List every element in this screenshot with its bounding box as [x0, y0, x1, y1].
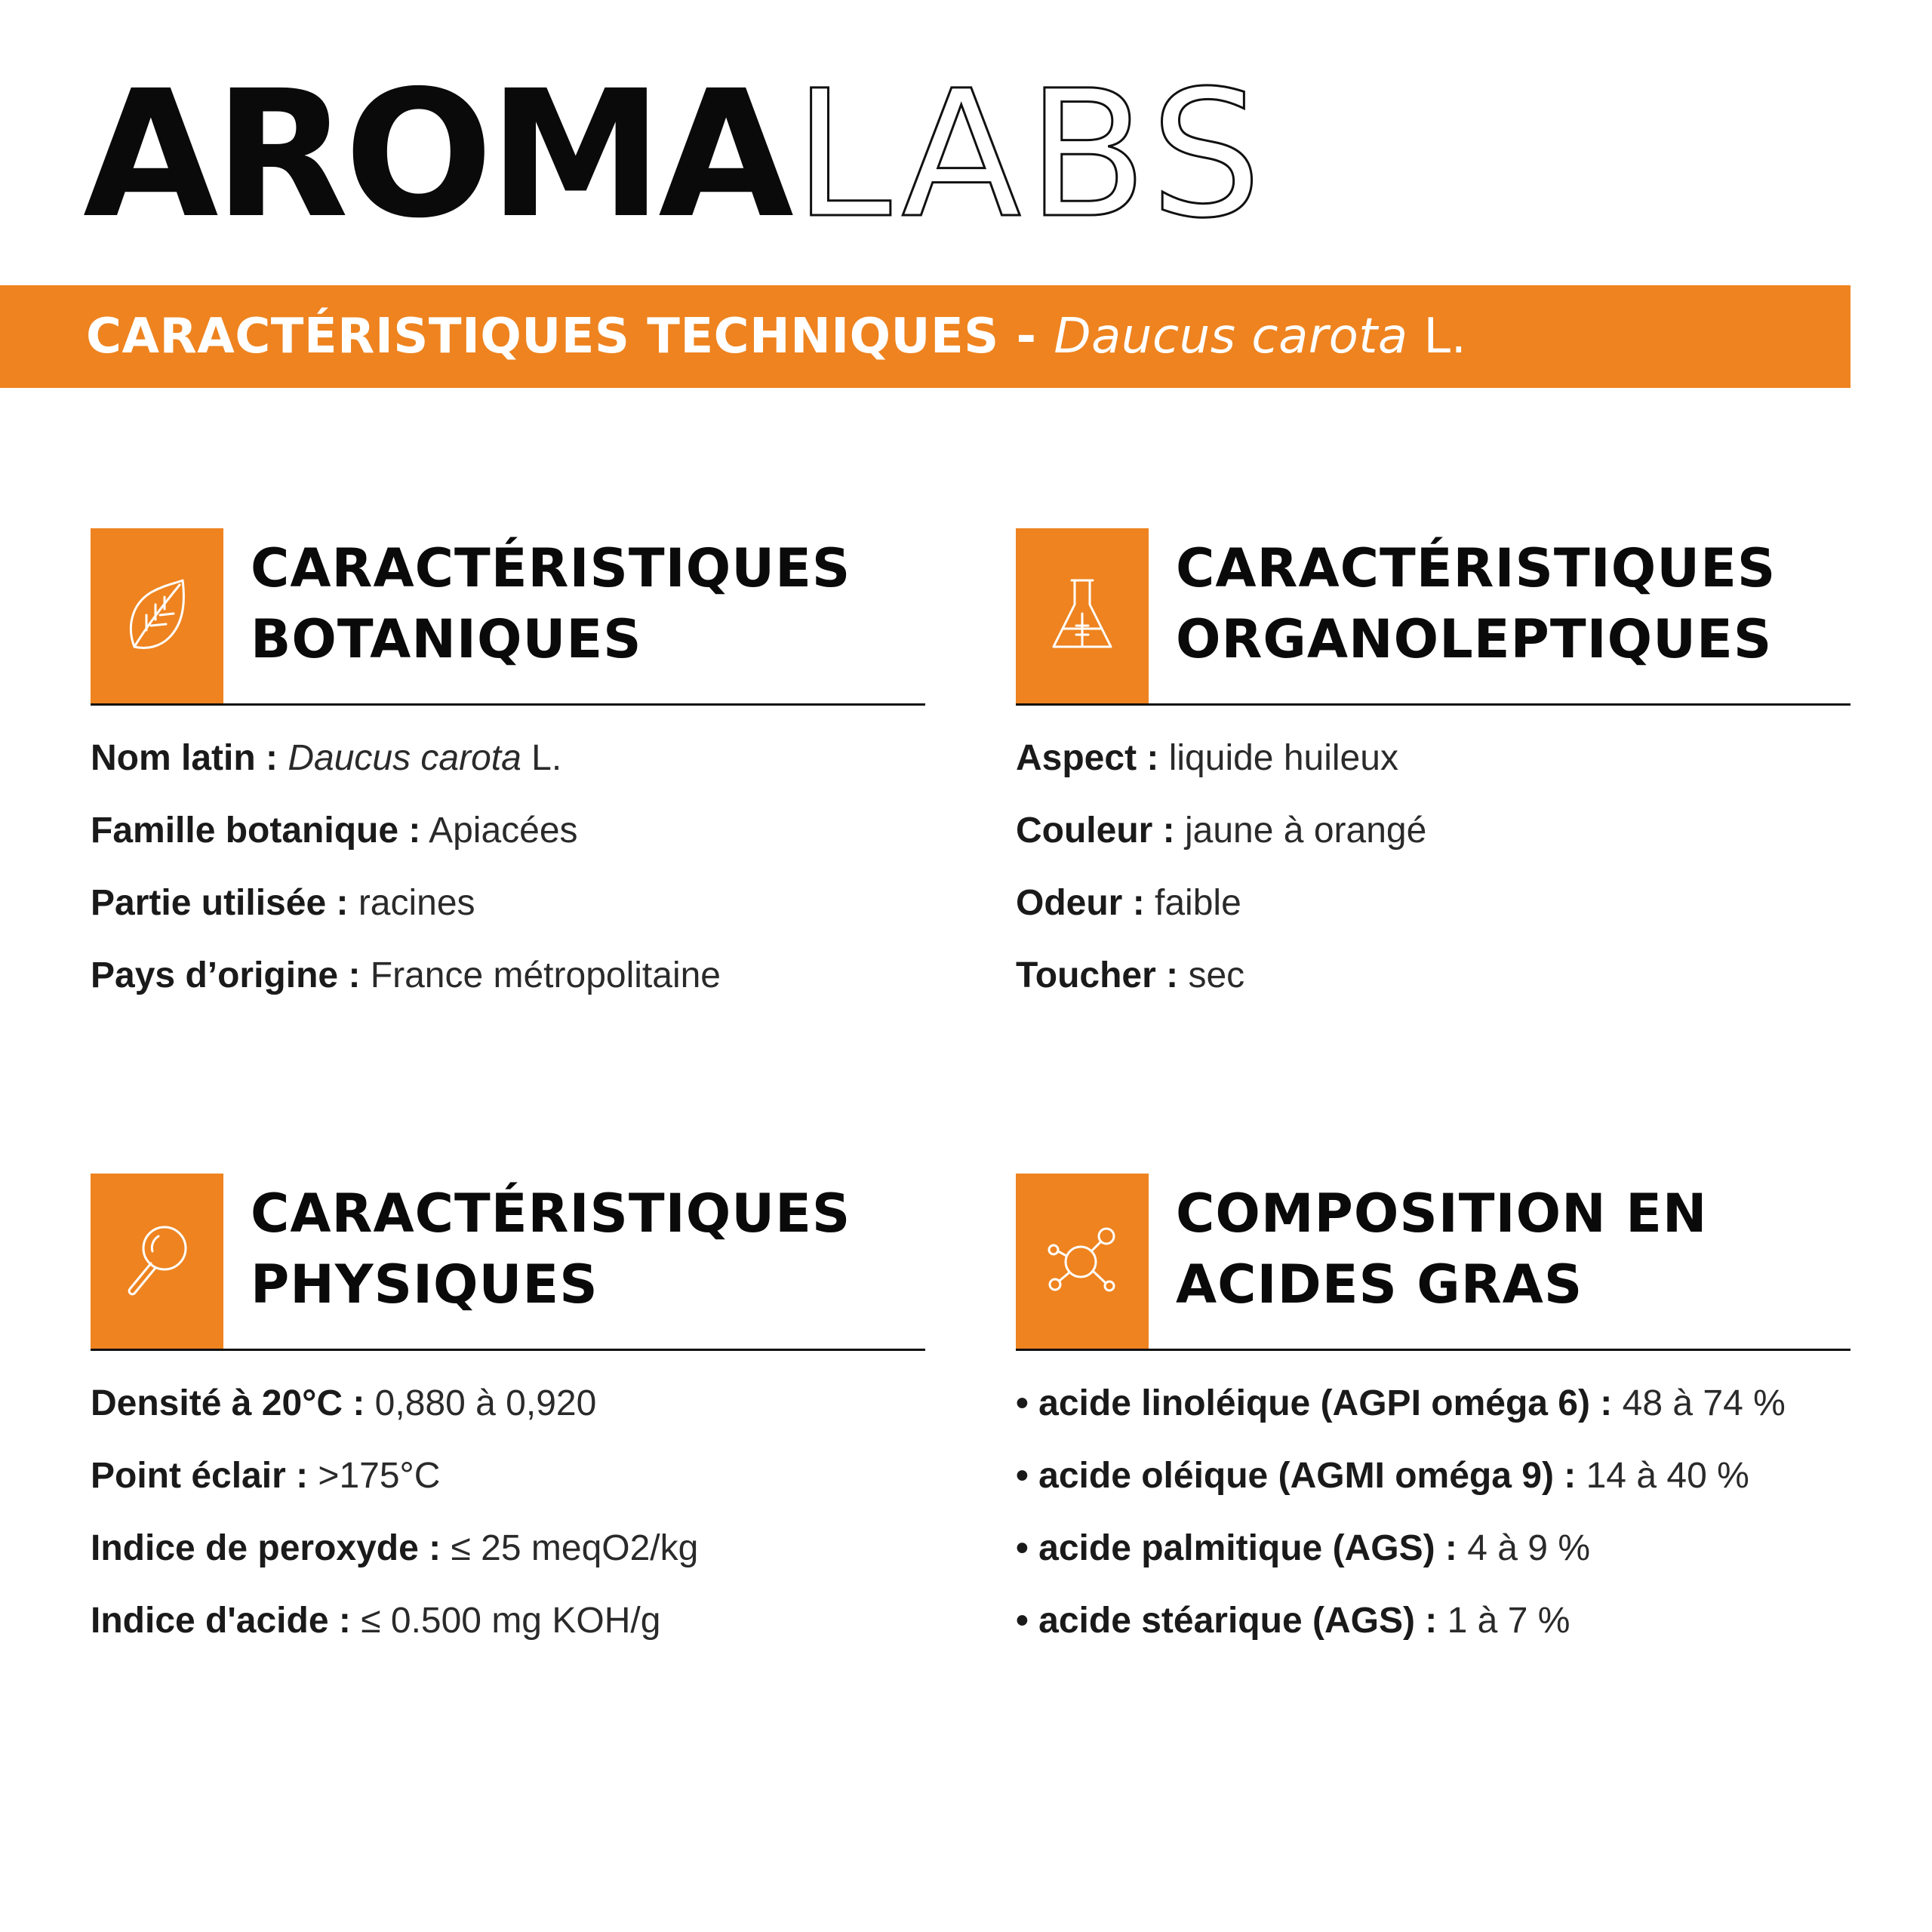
- section-organoleptic: [1016, 528, 1850, 1012]
- row-label: Densité à 20°C :: [91, 1383, 365, 1423]
- list-item: [91, 795, 925, 867]
- banner-separator: -: [998, 309, 1054, 365]
- list-item: [91, 940, 925, 1012]
- row-value: Apiacées: [429, 811, 578, 851]
- molecule-icon: [1016, 1174, 1149, 1349]
- logo-bold-text: AROMA: [83, 53, 789, 257]
- list-item: [1016, 940, 1850, 1012]
- section-header: [91, 1174, 925, 1351]
- list-item: [1016, 1367, 1850, 1440]
- section-title-line1: CARACTÉRISTIQUES: [251, 1183, 851, 1244]
- banner-latin-name: Daucus carota: [1054, 309, 1408, 365]
- section-title: [1176, 1178, 1707, 1320]
- list-item: [91, 1512, 925, 1585]
- section-header: [91, 528, 925, 706]
- row-value: 1 à 7 %: [1447, 1601, 1571, 1641]
- list-item: [91, 1585, 925, 1657]
- row-value: 14 à 40 %: [1586, 1456, 1749, 1496]
- section-title-line1: CARACTÉRISTIQUES: [1176, 537, 1777, 599]
- section-botanical: [91, 528, 925, 1012]
- row-value: L.: [521, 738, 562, 778]
- row-label: Partie utilisée :: [91, 883, 349, 923]
- row-label: Pays d’origine :: [91, 955, 361, 995]
- row-value: sec: [1188, 955, 1245, 995]
- leaf-icon: [91, 528, 223, 703]
- banner-title: [86, 309, 1466, 365]
- list-item: [1016, 867, 1850, 940]
- list-item: [91, 722, 925, 795]
- row-label: Famille botanique :: [91, 811, 421, 851]
- row-label: Point éclair :: [91, 1456, 309, 1496]
- list-item: [91, 1440, 925, 1512]
- section-title-line2: ORGANOLEPTIQUES: [1176, 608, 1773, 670]
- row-label: • acide linoléique (AGPI oméga 6) :: [1016, 1383, 1613, 1423]
- list-item: [1016, 1440, 1850, 1512]
- section-fatty-acids: [1016, 1174, 1850, 1657]
- row-label: Nom latin :: [91, 738, 278, 778]
- row-value: 0,880 à 0,920: [374, 1383, 597, 1423]
- section-title-line1: COMPOSITION EN: [1176, 1183, 1708, 1244]
- row-label: Odeur :: [1016, 883, 1145, 923]
- section-title: [251, 1178, 851, 1320]
- section-title: [251, 533, 851, 675]
- row-label: Indice de peroxyde :: [91, 1528, 441, 1568]
- section-title-line1: CARACTÉRISTIQUES: [251, 537, 851, 599]
- row-label: • acide stéarique (AGS) :: [1016, 1601, 1438, 1641]
- banner-title-main: CARACTÉRISTIQUES TECHNIQUES: [86, 309, 999, 365]
- list-item: [91, 1367, 925, 1440]
- row-value-italic: Daucus carota: [288, 738, 521, 778]
- row-label: • acide oléique (AGMI oméga 9) :: [1016, 1456, 1577, 1496]
- list-item: [91, 867, 925, 940]
- row-label: Aspect :: [1016, 738, 1159, 778]
- row-value: >175°C: [318, 1456, 441, 1496]
- magnifier-icon: [91, 1174, 223, 1349]
- section-rows: [91, 722, 925, 1012]
- section-title-line2: PHYSIQUES: [251, 1254, 598, 1315]
- row-label: Indice d'acide :: [91, 1601, 351, 1641]
- section-title-line2: ACIDES GRAS: [1176, 1254, 1583, 1315]
- row-value: jaune à orangé: [1185, 811, 1427, 851]
- row-value: 4 à 9 %: [1467, 1528, 1591, 1568]
- section-title: [1176, 533, 1776, 675]
- row-value: France métropolitaine: [370, 955, 721, 995]
- section-rows: [91, 1367, 925, 1657]
- list-item: [1016, 1512, 1850, 1585]
- section-header: [1016, 528, 1850, 706]
- flask-icon: [1016, 528, 1149, 703]
- row-value: racines: [358, 883, 475, 923]
- row-value: ≤ 25 meqO2/kg: [451, 1528, 699, 1568]
- row-value: ≤ 0.500 mg KOH/g: [361, 1601, 661, 1641]
- list-item: [1016, 795, 1850, 867]
- list-item: [1016, 1585, 1850, 1657]
- row-label: • acide palmitique (AGS) :: [1016, 1528, 1457, 1568]
- banner-author: L.: [1407, 309, 1467, 365]
- title-banner: [0, 285, 1850, 388]
- section-physical: [91, 1174, 925, 1657]
- row-value: 48 à 74 %: [1622, 1383, 1786, 1423]
- row-label: Toucher :: [1016, 955, 1179, 995]
- logo-thin-text: LABS: [793, 53, 1268, 257]
- section-title-line2: BOTANIQUES: [251, 608, 642, 670]
- list-item: [1016, 722, 1850, 795]
- section-rows: [1016, 722, 1850, 1012]
- section-header: [1016, 1174, 1850, 1351]
- row-label: Couleur :: [1016, 811, 1175, 851]
- row-value: faible: [1155, 883, 1241, 923]
- section-rows: [1016, 1367, 1850, 1657]
- row-value: liquide huileux: [1168, 738, 1398, 778]
- aromalabs-logo: [83, 53, 1268, 257]
